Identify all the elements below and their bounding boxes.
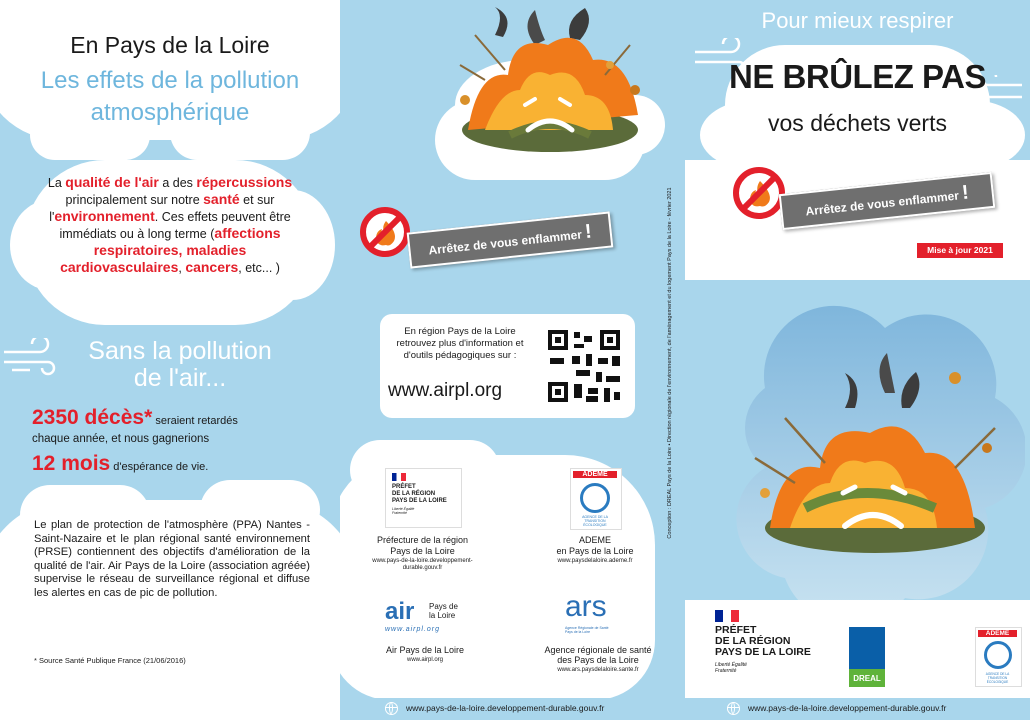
airpl-url[interactable]: www.airpl.org [406, 657, 443, 663]
ademe-globe-icon [984, 641, 1012, 669]
update-badge: Mise à jour 2021 [917, 243, 1003, 258]
french-flag-icon [715, 610, 739, 622]
prefecture-logo: PRÉFET DE LA RÉGION PAYS DE LA LOIRE Liberté Égalité Fraternité [385, 468, 462, 528]
prefecture-caption: Préfecture de la région Pays de la Loire [376, 535, 469, 556]
middle-panel [340, 0, 685, 720]
without-pollution-title-2: de l'air... [133, 364, 227, 392]
ademe-logo: ADEME AGENCE DE LA TRANSITION ÉCOLOGIQUE [570, 468, 622, 530]
stat-deaths: 2350 décès* seraient retardés [32, 406, 238, 429]
ademe-logo: ADEME AGENCE DE LA TRANSITION ÉCOLOGIQUE [975, 627, 1022, 687]
qr-code-icon[interactable] [546, 328, 622, 404]
qr-caption: En région Pays de la Loire retrouvez plus d'information et d'outils pédagogiques sur : [396, 326, 524, 361]
pollution-title-line1: Les effets de la pollution [40, 67, 300, 94]
footer-url[interactable]: www.pays-de-la-loire.developpement-durable.gouv.fr [748, 703, 947, 713]
ars-caption: Agence régionale de santé des Pays de la Loire [544, 645, 652, 665]
no-fire-sign-icon [360, 207, 410, 257]
ademe-url[interactable]: www.paysdelaloire.ademe.fr [557, 558, 633, 564]
stat-deaths-2: chaque année, et nous gagnerions [32, 433, 210, 445]
ars-url[interactable]: www.ars.paysdelaloire.sante.fr [557, 667, 639, 673]
stop-banner: Arrêtez de vous enflammer ! [779, 172, 996, 230]
ppa-text: Le plan de protection de l'atmosphère (PPA) Nantes - Saint-Nazaire et le plan régional santé environnement (PRSE) contiennent des objectifs d'amélioration de la qualité de l'air. Air Pays de la Loire (association agréée) supervise le réseau de surveillance régional et diffuse les alertes en cas de pic de pollution. [34, 519, 310, 599]
airpl-link[interactable]: www.airpl.org [388, 380, 503, 401]
right-panel [685, 0, 1030, 720]
region-heading: En Pays de la Loire [70, 32, 270, 58]
title-breathe: Pour mieux respirer [761, 8, 954, 33]
french-flag-icon [392, 473, 406, 481]
airpl-logo: air Pays de la Loire www.airpl.org [385, 598, 458, 633]
prefet-logo-text: PRÉFET DE LA RÉGION PAYS DE LA LOIRE [715, 624, 811, 658]
title-main: NE BRÛLEZ PAS [729, 58, 986, 95]
ademe-globe-icon [580, 483, 610, 513]
airpl-caption: Air Pays de la Loire [385, 645, 465, 655]
ademe-caption: ADEME en Pays de la Loire [556, 535, 634, 556]
burning-pile-illustration [440, 5, 660, 165]
no-fire-sign-icon [733, 167, 785, 219]
hero-cloud-illustration [725, 278, 1025, 618]
pollution-title-line2: atmosphérique [90, 99, 250, 126]
without-pollution-title-1: Sans la pollution [88, 337, 272, 365]
source-note: * Source Santé Publique France (21/06/2016) [34, 656, 186, 665]
intro-text: La qualité de l'air a des répercussions principalement sur notre santé et sur l'environnement. Ces effets peuvent être immédiats ou à long terme (affections respiratoires, maladies cardiovasculaires, cancers, etc... ) [47, 174, 293, 275]
footer-url[interactable]: www.pays-de-la-loire.developpement-durable.gouv.fr [406, 703, 605, 713]
prefet-motto: Liberté Égalité Fraternité [715, 662, 747, 674]
stop-banner: Arrêtez de vous enflammer ! [407, 211, 614, 268]
qr-card [380, 314, 635, 418]
footer-bar [685, 698, 1030, 720]
dreal-logo: DREAL [849, 627, 885, 687]
footer-bar [340, 698, 685, 720]
stat-life: 12 mois d'espérance de vie. [32, 452, 209, 475]
globe-icon [727, 702, 740, 715]
ars-logo: ars Agence Régionale de Santé Pays de la Loire [565, 590, 609, 634]
left-panel [0, 0, 340, 720]
title-sub: vos déchets verts [768, 110, 947, 136]
globe-icon [385, 702, 398, 715]
prefecture-url[interactable]: www.pays-de-la-loire.developpement-durable.gouv.fr [372, 558, 473, 571]
vertical-credit: Conception : DREAL Pays de la Loire • Direction régionale de l'environnement, de l'aménagement et du logement Pays de la Loire - février 2021 [667, 187, 673, 539]
